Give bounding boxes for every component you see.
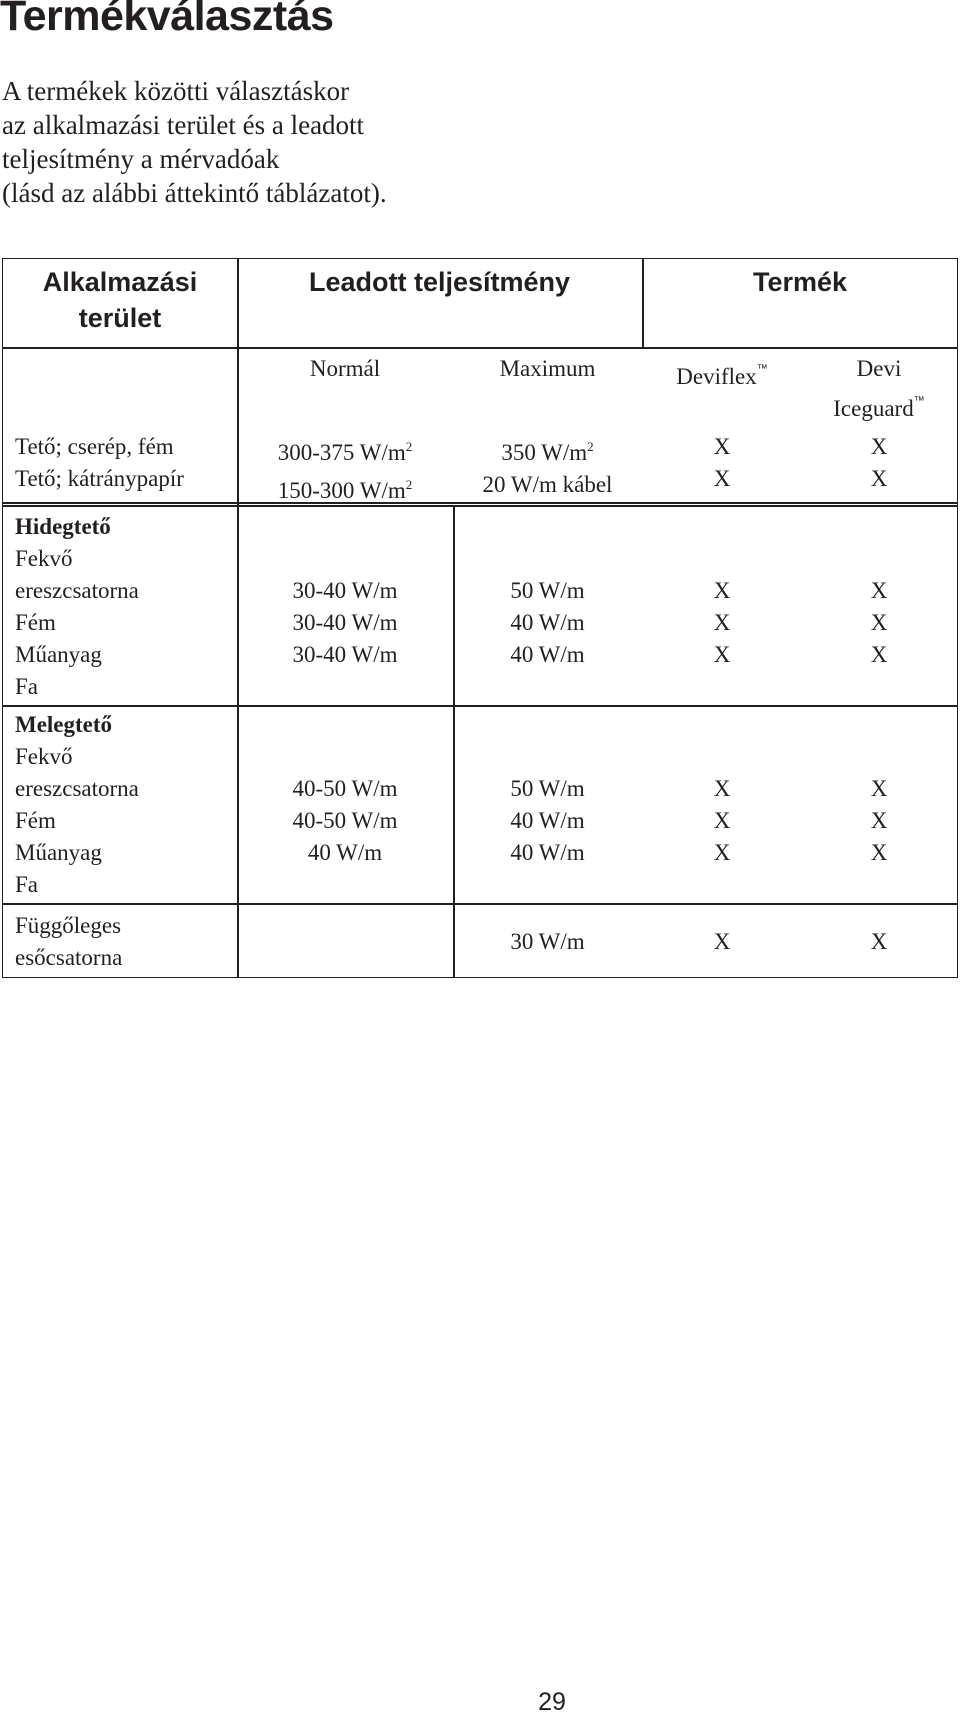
area-label: Fa xyxy=(15,674,38,699)
check-mark: X xyxy=(713,466,731,491)
deviflex-warm-roof xyxy=(642,773,802,869)
normal-power-cold-roof xyxy=(237,575,453,671)
table-rule xyxy=(3,502,957,504)
area-label: Fa xyxy=(15,872,38,897)
area-label: Fekvő xyxy=(15,744,73,769)
area-label: Tető; cserép, fém xyxy=(15,434,174,459)
maximum-power-cold-roof xyxy=(453,575,642,671)
iceguard-cold-roof xyxy=(800,575,958,671)
area-roof xyxy=(15,431,184,495)
area-label: esőcsatorna xyxy=(15,945,123,970)
check-mark: X xyxy=(870,466,888,491)
area-label: Fekvő xyxy=(15,546,73,571)
check-mark: X xyxy=(870,840,888,865)
area-label: Függőleges xyxy=(15,913,122,938)
power-value: 30-40 W/m xyxy=(292,642,398,667)
normal-power-warm-roof xyxy=(237,773,453,869)
section-heading: Melegtető xyxy=(15,712,113,737)
area-label: ereszcsatorna xyxy=(15,578,139,603)
area-label: Fém xyxy=(15,610,56,635)
page-number: 29 xyxy=(538,1688,566,1716)
subheader-label: Deviflex xyxy=(676,364,757,389)
check-mark: X xyxy=(870,578,888,603)
header-line: Alkalmazási xyxy=(42,267,198,297)
table-rule xyxy=(3,347,957,349)
check-mark: X xyxy=(713,642,731,667)
intro-paragraph xyxy=(2,74,642,210)
power-value: 40-50 W/m xyxy=(292,808,398,833)
power-value: 350 W/m xyxy=(501,440,588,465)
header-application-area xyxy=(3,264,237,336)
intro-line: A termékek közötti választáskor xyxy=(2,76,350,106)
area-label: ereszcsatorna xyxy=(15,776,139,801)
page-title: Termékválasztás xyxy=(0,0,334,40)
area-warm-roof xyxy=(15,709,139,901)
power-value: 40 W/m xyxy=(510,610,585,635)
power-value: 30-40 W/m xyxy=(292,610,398,635)
power-value: 40 W/m xyxy=(510,808,585,833)
subheader-devi-iceguard xyxy=(800,353,958,425)
power-value: 50 W/m xyxy=(510,578,585,603)
exponent: 2 xyxy=(587,439,594,454)
product-selection-table xyxy=(2,258,958,978)
exponent: 2 xyxy=(405,477,413,492)
area-downpipe xyxy=(15,910,122,974)
power-value: 150-300 W/m xyxy=(277,478,406,503)
iceguard-roof xyxy=(800,431,958,495)
trademark-mark: ™ xyxy=(913,395,925,407)
header-power-output: Leadott teljesítmény xyxy=(308,267,571,297)
exponent: 2 xyxy=(405,439,413,454)
power-value: 40 W/m xyxy=(510,840,585,865)
area-label: Tető; kátránypapír xyxy=(15,466,184,491)
normal-power-roof xyxy=(237,431,453,507)
subheader-normal: Normál xyxy=(309,356,381,381)
power-value: 20 W/m kábel xyxy=(482,472,613,497)
deviflex-roof xyxy=(642,431,802,495)
check-mark: X xyxy=(713,840,731,865)
table-rule xyxy=(3,705,957,707)
check-mark: X xyxy=(870,808,888,833)
power-value: 40-50 W/m xyxy=(292,776,398,801)
power-value: 40 W/m xyxy=(307,840,383,865)
table-rule xyxy=(3,505,957,507)
subheader-deviflex xyxy=(642,353,802,393)
area-cold-roof xyxy=(15,511,139,703)
power-value: 30-40 W/m xyxy=(292,578,398,603)
maximum-power-roof xyxy=(453,431,642,501)
check-mark: X xyxy=(870,776,888,801)
header-line: terület xyxy=(78,303,162,333)
deviflex-downpipe: X xyxy=(713,929,731,954)
iceguard-downpipe: X xyxy=(870,929,888,954)
power-value: 300-375 W/m xyxy=(277,440,406,465)
check-mark: X xyxy=(713,610,731,635)
maximum-power-warm-roof xyxy=(453,773,642,869)
trademark-mark: ™ xyxy=(756,363,768,375)
subheader-label: Iceguard xyxy=(833,396,914,421)
area-label: Fém xyxy=(15,808,56,833)
deviflex-cold-roof xyxy=(642,575,802,671)
power-value: 50 W/m xyxy=(510,776,585,801)
intro-line: az alkalmazási terület és a leadott xyxy=(2,110,365,140)
subheader-label: Devi xyxy=(856,356,902,381)
check-mark: X xyxy=(870,610,888,635)
subheader-maximum: Maximum xyxy=(499,356,596,381)
check-mark: X xyxy=(870,642,888,667)
check-mark: X xyxy=(713,776,731,801)
intro-line: teljesítmény a mérvadóak xyxy=(2,144,280,174)
maximum-power-downpipe: 30 W/m xyxy=(510,929,585,954)
power-value: 40 W/m xyxy=(510,642,585,667)
check-mark: X xyxy=(713,434,731,459)
table-rule xyxy=(3,903,957,905)
iceguard-warm-roof xyxy=(800,773,958,869)
area-label: Műanyag xyxy=(15,642,102,667)
section-heading: Hidegtető xyxy=(15,514,111,539)
check-mark: X xyxy=(713,808,731,833)
check-mark: X xyxy=(713,578,731,603)
area-label: Műanyag xyxy=(15,840,102,865)
header-product: Termék xyxy=(752,267,848,297)
intro-line: (lásd az alábbi áttekintő táblázatot). xyxy=(2,178,387,208)
check-mark: X xyxy=(870,434,888,459)
